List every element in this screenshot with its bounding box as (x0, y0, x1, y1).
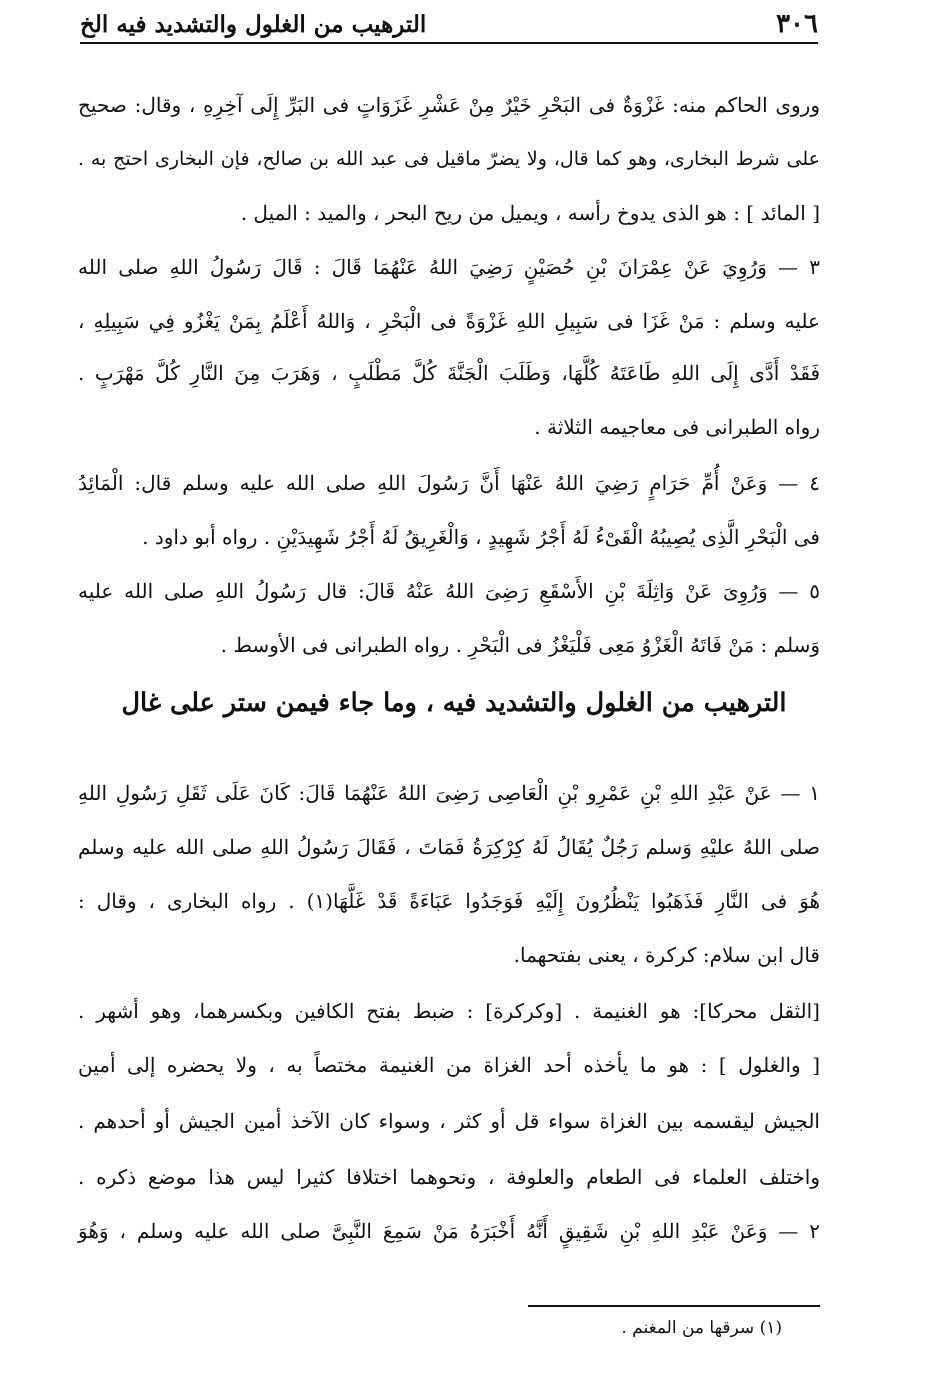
hadith-line: فَقَدْ أَدَّى إِلَى اللهِ طَاعَتَهُ كُلَّهَا، وَطَلَبَ الْجَنَّةَ كُلَّ مَطْلَبٍ ، وَهَرَبَ مِنَ النَّارِ كُلَّ مَهْرَبٍ . (78, 361, 820, 385)
hadith-line: وَسلم : مَنْ فَاتَهُ الْغَزْوُ مَعِى فَلْيَغْزُ فى الْبَحْرِ . رواه الطبرانى فى الأوسط . (220, 633, 820, 657)
gloss-line: [الثقل محركا]: هو الغنيمة . [وكركرة] : ضبط بفتح الكافين وبكسرهما، وهو أشهر . (78, 999, 820, 1023)
citation-line: رواه الطبرانى فى معاجيمه الثلاثة . (534, 415, 820, 439)
gloss-line: [ المائد ] : هو الذى يدوخ رأسه ، ويميل من ريح البحر ، والميد : الميل . (240, 201, 820, 225)
page-header (80, 6, 818, 44)
running-title: الترهيب من الغلول والتشديد فيه الخ (80, 10, 427, 38)
page-number: ٣٠٦ (776, 9, 818, 39)
hadith-line: هُوَ فى النَّارِ فَذَهَبُوا يَنْظُرُونَ إِلَيْهِ فَوَجَدُوا عَبَاءَةً قَدْ غَلَّهَا(١) . رواه البخارى ، وقال : (78, 889, 820, 913)
hadith-line: صلى اللهُ عليْهِ وَسلم رَجُلٌ يُقَالُ لَهُ كِرْكِرَةُ فَمَاتَ ، فَقَالَ رَسُولُ اللهِ صلى الله عليه وسلم (78, 835, 820, 859)
text-line: وروى الحاكم منه: غَزْوَةٌ فى البَحْرِ خَيْرٌ مِنْ عَشْرِ غَزَوَاتٍ فى البَرِّ إِلَى آخِرِهِ ، وقال: صحيح (78, 93, 820, 117)
gloss-line: [ والغلول ] : هو ما يأخذه أحد الغزاة من الغنيمة مختصاً به ، ولا يحضره إلى أمين (78, 1053, 820, 1077)
footnote: (١) سرقها من المغنم . (621, 1318, 782, 1338)
hadith-line: ٢ — وَعَنْ عَبْدِ اللهِ بْنِ شَقِيقٍ أَنَّهُ أَخْبَرَهُ مَنْ سَمِعَ النَّبِىَّ صلى الله عليه وسلم ، وَهُوَ (78, 1219, 820, 1243)
gloss-line: الجيش ليقسمه بين الغزاة سواء قل أو كثر ، وسواء كان الآخذ أمين الجيش أو أحدهم . (78, 1109, 820, 1133)
hadith-line: عليه وسلم : مَنْ غَزَا فى سَبِيلِ اللهِ غَزْوَةً فى الْبَحْرِ ، وَاللهُ أَعْلَمُ بِمَنْ يَغْزُو فِي سَبِيلِهِ ، (78, 309, 820, 333)
chapter-heading: الترهيب من الغلول والتشديد فيه ، وما جاء فيمن ستر على غال (121, 688, 787, 718)
hadith-line: فى الْبَحْرِ الَّذِى يُصِيبُهُ الْقَىْءُ لَهُ أَجْرُ شَهِيدٍ ، وَالْغَرِيقُ لَهُ أَجْرُ شَهِيدَيْنِ . رواه أبو داود . (142, 525, 820, 549)
text-line: على شرط البخارى، وهو كما قال، ولا يضرّ ماقيل فى عبد الله بن صالح، فإن البخارى احتج به . (78, 148, 820, 170)
text-line: قال ابن سلام: كركرة ، يعنى بفتحهما. (513, 943, 820, 967)
hadith-line: ٥ — وَرُوِىَ عَنْ وَاثِلَةَ بْنِ الأَسْقَعِ رَضِىَ اللهُ عَنْهُ قَالَ: قال رَسُولُ اللهِ صلى الله عليه (78, 579, 820, 603)
hadith-line: ٣ — وَرُوِيَ عَنْ عِمْرَانَ بْنِ حُصَيْنٍ رَضِيَ اللهُ عَنْهُمَا قَالَ : قَالَ رَسُولُ اللهِ صلى الله (78, 255, 820, 279)
footnote-divider (528, 1305, 820, 1307)
hadith-line: ٤ — وَعَنْ أُمِّ حَرَامٍ رَضِيَ اللهُ عَنْهَا أَنَّ رَسُولَ اللهِ صلى الله عليه وسلم قال: الْمَائِدُ (78, 471, 820, 495)
gloss-line: واختلف العلماء فى الطعام والعلوفة ، ونحوهما اختلافا كثيرا ليس هذا موضع ذكره . (78, 1165, 820, 1189)
hadith-line: ١ — عَنْ عَبْدِ اللهِ بْنِ عَمْرِو بْنِ الْعَاصِى رَضِىَ اللهُ عَنْهُمَا قَالَ: كَانَ عَلَى ثَقَلِ رَسُولِ اللهِ (78, 781, 820, 805)
